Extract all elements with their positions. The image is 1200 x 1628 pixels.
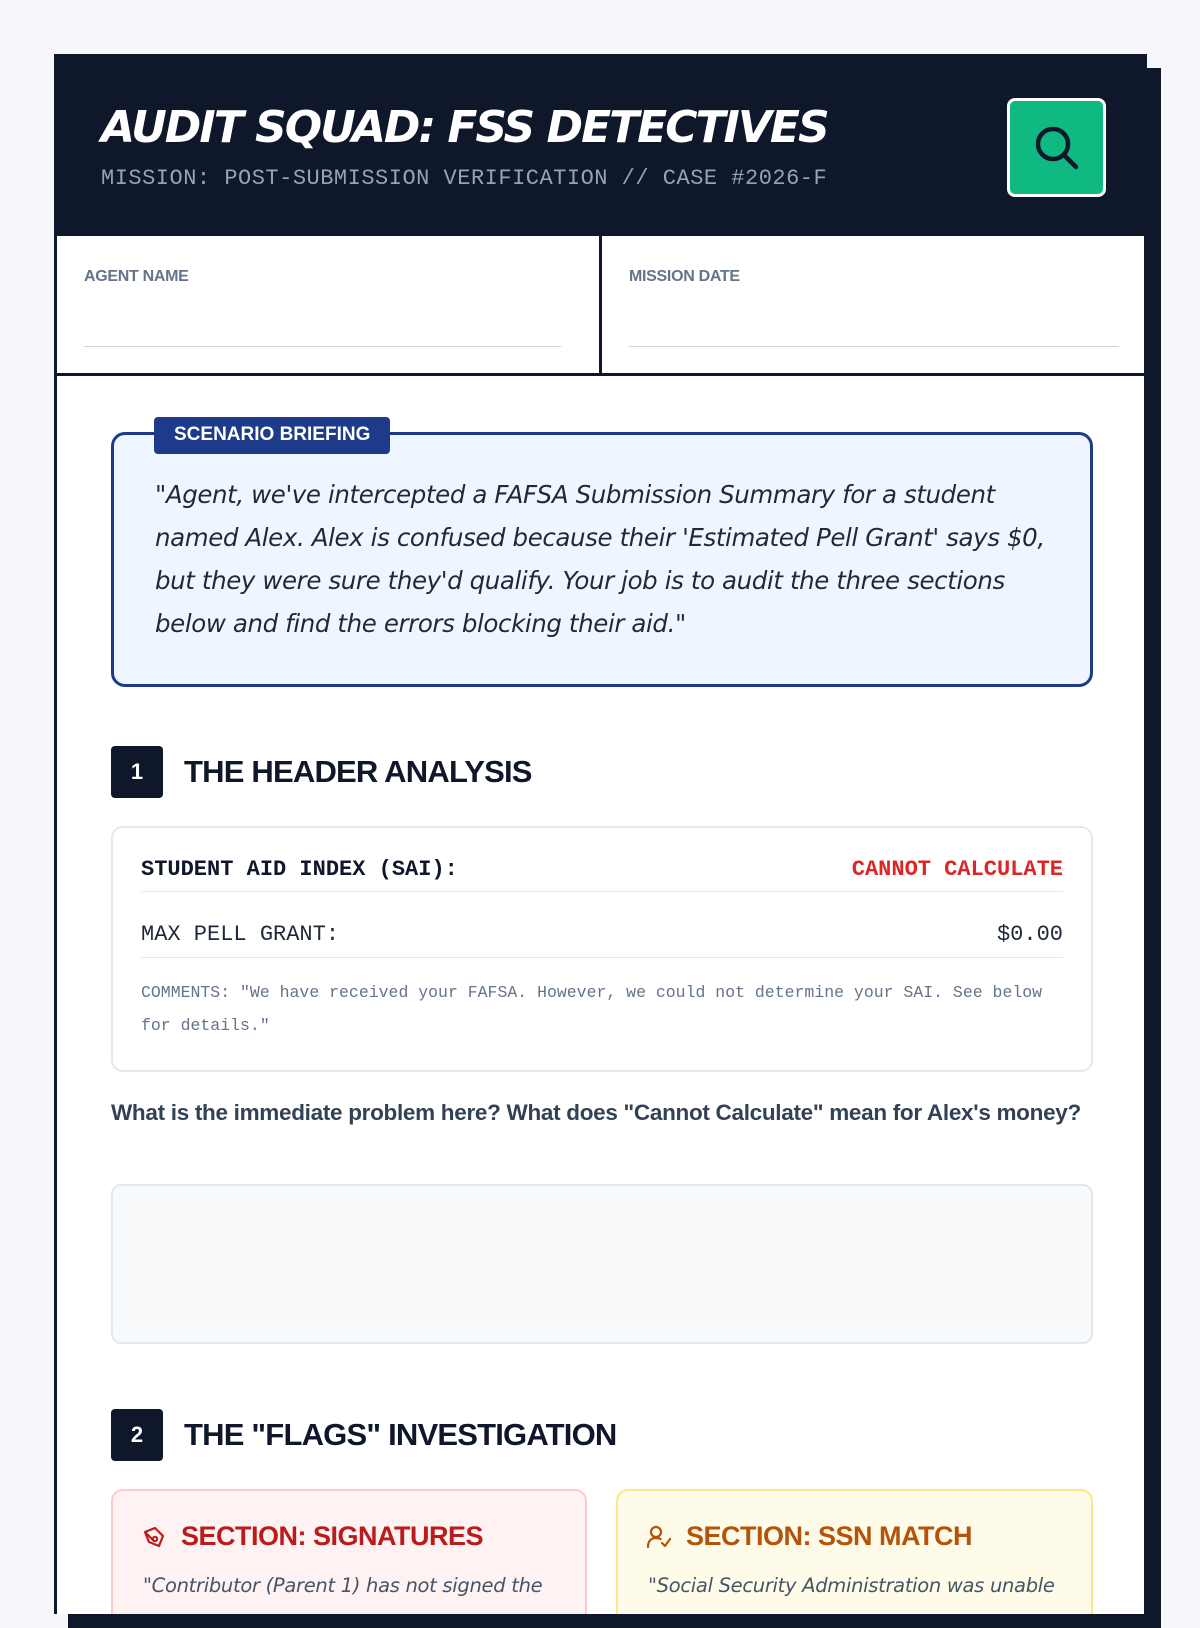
agent-name-field[interactable] <box>57 236 602 373</box>
section-2-number: 2 <box>111 1409 163 1461</box>
flag-card-header <box>141 1521 483 1552</box>
sai-label: STUDENT AID INDEX (SAI): <box>141 857 458 882</box>
mission-date-line <box>629 346 1119 347</box>
flag-card-ssn-match <box>616 1489 1093 1614</box>
section-1-header <box>111 746 532 798</box>
flag-card-signatures <box>111 1489 587 1614</box>
search-button[interactable] <box>1007 98 1106 197</box>
pell-label: MAX PELL GRANT: <box>141 922 340 947</box>
search-icon <box>1032 123 1082 173</box>
flag-card-title: SECTION: SSN MATCH <box>686 1521 972 1551</box>
section-2-header <box>111 1409 617 1461</box>
agent-fields <box>57 236 1147 376</box>
mission-date-label: MISSION DATE <box>629 268 740 285</box>
mission-date-field[interactable] <box>602 236 1147 373</box>
section-1-answer-input[interactable] <box>111 1184 1093 1344</box>
flag-card-header <box>646 1521 972 1552</box>
flag-card-text: "Contributor (Parent 1) has not signed the <box>143 1574 543 1597</box>
worksheet <box>54 54 1147 1614</box>
section-2-title: THE "FLAGS" INVESTIGATION <box>184 1417 617 1452</box>
page-title: AUDIT SQUAD: FSS DETECTIVES <box>101 102 828 153</box>
agent-name-label: AGENT NAME <box>84 268 189 285</box>
mission-subtitle: MISSION: POST-SUBMISSION VERIFICATION // CASE #2026-F <box>101 166 828 191</box>
section-1-question: What is the immediate problem here? What does "Cannot Calculate" mean for Alex's money? <box>111 1100 1081 1125</box>
pell-row <box>141 912 1063 958</box>
pell-value: $0.00 <box>996 922 1063 947</box>
agent-name-line <box>84 346 561 347</box>
section-1-number: 1 <box>111 746 163 798</box>
scenario-briefing <box>111 424 1093 687</box>
briefing-tag: SCENARIO BRIEFING <box>154 417 390 454</box>
sai-value: CANNOT CALCULATE <box>851 857 1063 882</box>
section-1-title: THE HEADER ANALYSIS <box>184 754 532 789</box>
flag-card-title: SECTION: SIGNATURES <box>181 1521 484 1551</box>
summary-comments: COMMENTS: "We have received your FAFSA. However, we could not determine your SAI. See below for details." <box>141 983 1043 1035</box>
user-check-icon <box>646 1524 672 1550</box>
sai-row <box>141 852 1063 892</box>
signature-icon <box>141 1524 167 1550</box>
submission-summary-card <box>111 826 1093 1072</box>
header <box>57 54 1147 236</box>
flag-card-text: "Social Security Administration was unable <box>648 1574 1055 1597</box>
briefing-text: "Agent, we've intercepted a FAFSA Submission Summary for a student named Alex. Alex is confused because their 'Estimated Pell Grant' says $0, but they were sure they'd qualify. Your job is to audit the three sections below and find the errors blocking their aid." <box>155 480 1045 638</box>
